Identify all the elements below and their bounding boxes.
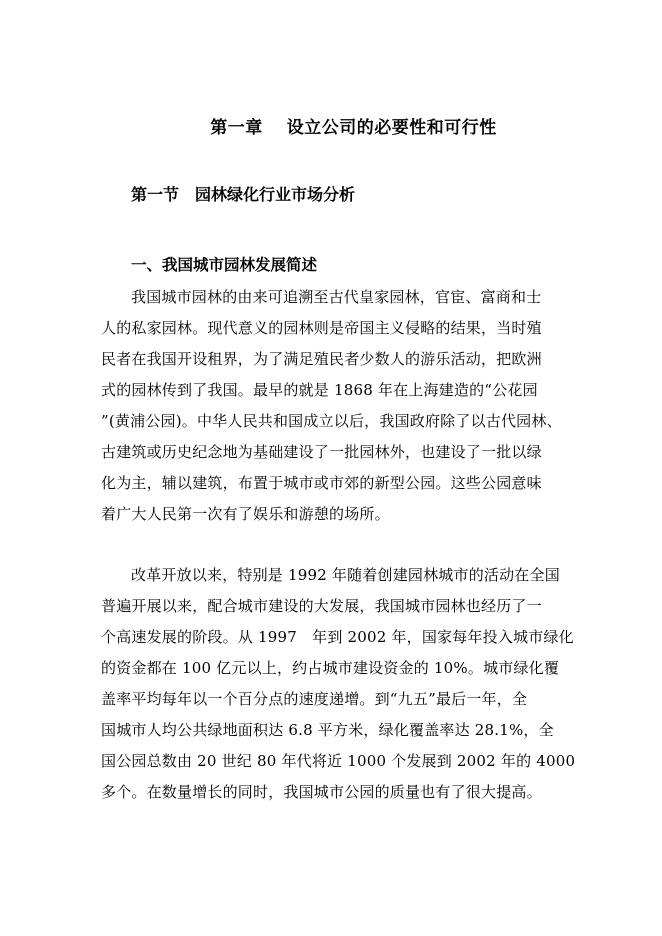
paragraph-2-line-2: 普遍开展以来，配合城市建设的大发展，我国城市园林也经历了一 <box>101 597 542 615</box>
subsection-title: 一、我国城市园林发展简述 <box>131 255 318 274</box>
paragraph-2-line-8: 多个。在数量增长的同时，我国城市公园的质量也有了很大提高。 <box>101 783 542 801</box>
paragraph-1-line-8: 着广大人民第一次有了娱乐和游憩的场所。 <box>101 505 390 523</box>
paragraph-1-line-6: 古建筑或历史纪念地为基础建设了一批园林外，也建设了一批以绿 <box>101 443 542 461</box>
paragraph-1-line-2: 人的私家园林。现代意义的园林则是帝国主义侵略的结果，当时殖 <box>101 319 542 337</box>
section-title: 第一节 园林绿化行业市场分析 <box>131 185 356 204</box>
paragraph-1-line-4: 式的园林传到了我国。最早的就是 1868 年在上海建造的“公花园 <box>101 381 538 399</box>
paragraph-2-line-5: 盖率平均每年以一个百分点的速度递增。到“九五”最后一年，全 <box>101 690 528 708</box>
paragraph-2-line-1: 改革开放以来，特别是 1992 年随着创建园林城市的活动在全国 <box>131 566 560 584</box>
paragraph-2-line-4: 的资金都在 100 亿元以上，约占城市建设资金的 10%。城市绿化覆 <box>101 659 560 677</box>
paragraph-2-line-3: 个高速发展的阶段。从 1997 年到 2002 年，国家每年投入城市绿化 <box>101 628 574 646</box>
chapter-title: 第一章 设立公司的必要性和可行性 <box>210 118 497 138</box>
paragraph-1-line-5: ”(黄浦公园)。中华人民共和国成立以后，我国政府除了以古代园林、 <box>101 412 562 430</box>
paragraph-1-line-1: 我国城市园林的由来可追溯至古代皇家园林，官宦、富商和士 <box>131 288 542 306</box>
paragraph-2-line-7: 国公园总数由 20 世纪 80 年代将近 1000 个发展到 2002 年的 4000 <box>101 752 576 770</box>
paragraph-2-line-6: 国城市人均公共绿地面积达 6.8 平方米，绿化覆盖率达 28.1%，全 <box>101 721 554 739</box>
paragraph-1-line-3: 民者在我国开设租界，为了满足殖民者少数人的游乐活动，把欧洲 <box>101 350 542 368</box>
paragraph-1-line-7: 化为主，辅以建筑，布置于城市或市郊的新型公园。这些公园意味 <box>101 474 542 492</box>
